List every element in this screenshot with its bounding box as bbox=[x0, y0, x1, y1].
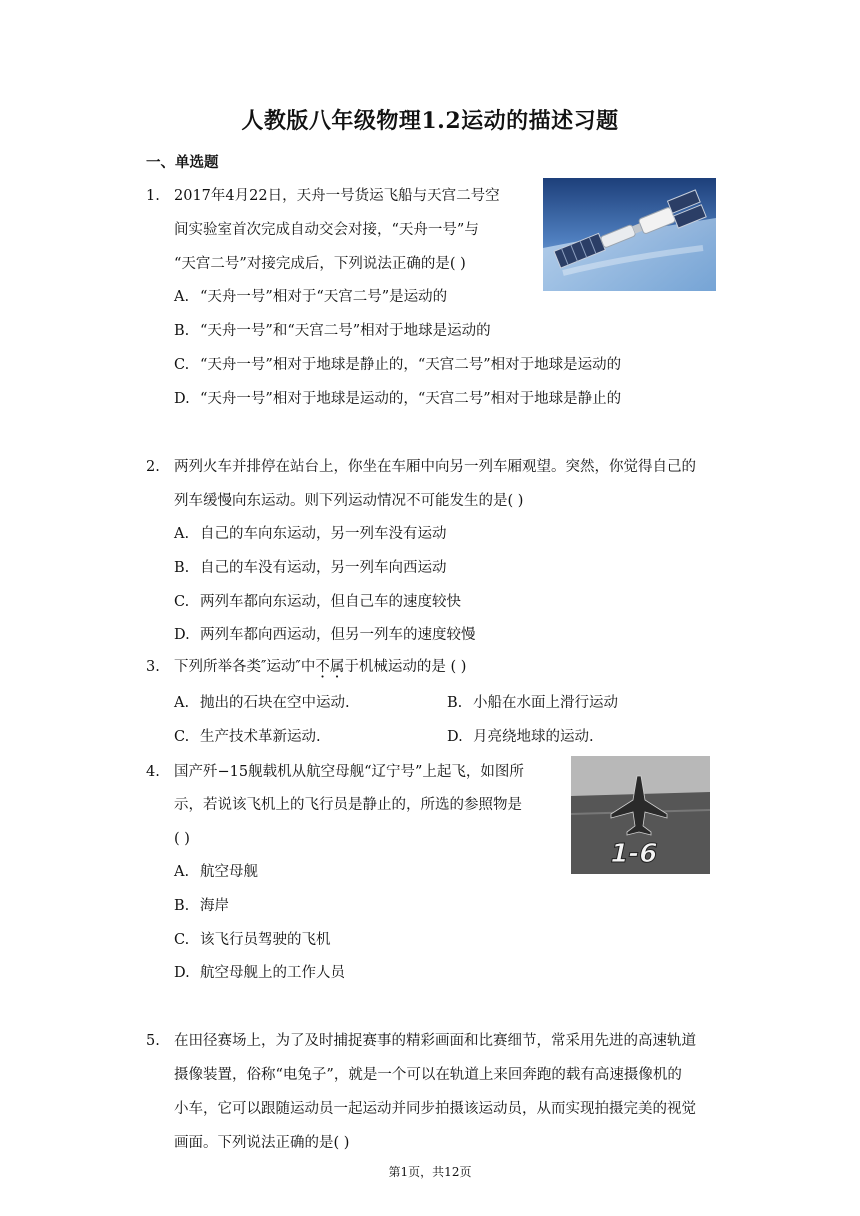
q2-option-c bbox=[174, 592, 461, 612]
q3-option-c bbox=[174, 727, 321, 747]
q3-emphasis: 属 bbox=[329, 659, 345, 675]
option-letter: D. bbox=[174, 627, 190, 643]
carrier-jet-image bbox=[571, 756, 710, 874]
option-text: “天舟一号”和“天宫二号”相对于地球是运动的 bbox=[200, 323, 491, 339]
q2-stem-line: 两列火车并排停在站台上，你坐在车厢中向另一列车厢观望。突然，你觉得自己的 bbox=[174, 459, 696, 475]
q1-option-a bbox=[174, 287, 447, 307]
option-text: “天舟一号”相对于地球是静止的，“天宫二号”相对于地球是运动的 bbox=[200, 357, 622, 373]
option-letter: D. bbox=[174, 391, 190, 407]
q4-stem-line: 国产歼−15舰载机从航空母舰“辽宁号”上起飞，如图所 bbox=[174, 764, 524, 780]
q5-stem-line: 摄像装置，俗称“电兔子”，就是一个可以在轨道上来回奔跑的载有高速摄像机的 bbox=[174, 1067, 682, 1083]
option-letter: A. bbox=[174, 864, 190, 880]
page-footer: 第1页，共12页 bbox=[388, 1165, 472, 1179]
q1-option-d bbox=[174, 389, 621, 409]
q3-option-d bbox=[447, 727, 594, 747]
q4-option-d bbox=[174, 963, 345, 983]
option-letter: C. bbox=[174, 932, 190, 948]
q3-stem-pre: 下列所举各类″运动″中 bbox=[174, 659, 316, 675]
option-text: 该飞行员驾驶的飞机 bbox=[200, 932, 331, 948]
spacecraft-docking-image bbox=[543, 178, 716, 291]
q2-stem-line: 列车缓慢向东运动。则下列运动情况不可能发生的是( ) bbox=[174, 493, 524, 509]
option-text: 两列车都向东运动，但自己车的速度较快 bbox=[200, 594, 461, 610]
option-letter: B. bbox=[174, 323, 190, 339]
option-text: 两列车都向西运动，但另一列车的速度较慢 bbox=[200, 627, 476, 643]
q4-option-b bbox=[174, 896, 229, 916]
option-text: 抛出的石块在空中运动. bbox=[200, 695, 350, 711]
option-text: 小船在水面上滑行运动 bbox=[473, 695, 618, 711]
option-text: 生产技术革新运动. bbox=[200, 729, 321, 745]
q1-option-b bbox=[174, 321, 491, 341]
option-letter: C. bbox=[174, 594, 190, 610]
option-letter: D. bbox=[174, 965, 190, 981]
option-letter: C. bbox=[174, 729, 190, 745]
option-text: “天舟一号”相对于地球是运动的，“天宫二号”相对于地球是静止的 bbox=[200, 391, 622, 407]
q5-stem-line: 小车，它可以跟随运动员一起运动并同步拍摄该运动员，从而实现拍摄完美的视觉 bbox=[174, 1101, 696, 1117]
option-text: 海岸 bbox=[200, 898, 229, 914]
q4-stem-line: ( ) bbox=[174, 831, 190, 847]
q2-option-b bbox=[174, 558, 447, 578]
q5-stem-line: 画面。下列说法正确的是( ) bbox=[174, 1135, 350, 1151]
option-text: 自己的车没有运动，另一列车向西运动 bbox=[200, 560, 447, 576]
q1-number: 1. bbox=[146, 188, 160, 204]
q1-stem-line: 2017年4月22日，天舟一号货运飞船与天宫二号空 bbox=[174, 188, 500, 204]
q3-stem bbox=[174, 657, 466, 677]
option-text: 自己的车向东运动，另一列车没有运动 bbox=[200, 526, 447, 542]
deck-number-label: 1-6 bbox=[606, 839, 661, 869]
q3-stem-post: 于机械运动的是 ( ) bbox=[344, 659, 467, 675]
q1-stem-line: 间实验室首次完成自动交会对接，“天舟一号”与 bbox=[174, 222, 479, 238]
section-heading: 一、单选题 bbox=[146, 154, 219, 171]
option-text: 航空母舰 bbox=[200, 864, 258, 880]
q5-number: 5. bbox=[146, 1033, 160, 1049]
q4-stem-line: 示，若说该飞机上的飞行员是静止的，所选的参照物是 bbox=[174, 797, 522, 813]
option-letter: A. bbox=[174, 526, 190, 542]
option-letter: A. bbox=[174, 289, 190, 305]
q4-number: 4. bbox=[146, 764, 160, 780]
q4-option-c bbox=[174, 930, 331, 950]
q1-option-c bbox=[174, 355, 621, 375]
q3-option-b bbox=[447, 693, 618, 713]
q3-number: 3. bbox=[146, 659, 160, 675]
q4-option-a bbox=[174, 862, 258, 882]
option-text: “天舟一号”相对于“天宫二号”是运动的 bbox=[200, 289, 448, 305]
q2-option-a bbox=[174, 524, 447, 544]
q3-option-a bbox=[174, 693, 350, 713]
q2-number: 2. bbox=[146, 459, 160, 475]
option-text: 月亮绕地球的运动. bbox=[473, 729, 594, 745]
option-letter: C. bbox=[174, 357, 190, 373]
q2-option-d bbox=[174, 625, 476, 645]
option-letter: B. bbox=[447, 695, 463, 711]
q3-emphasis: 不 bbox=[315, 659, 330, 675]
option-letter: D. bbox=[447, 729, 463, 745]
q5-stem-line: 在田径赛场上，为了及时捕捉赛事的精彩画面和比赛细节，常采用先进的高速轨道 bbox=[174, 1033, 696, 1049]
option-letter: B. bbox=[174, 898, 190, 914]
option-letter: A. bbox=[174, 695, 190, 711]
page-title: 人教版八年级物理1.2运动的描述习题 bbox=[241, 108, 619, 134]
q1-stem-line: “天宫二号”对接完成后，下列说法正确的是( ) bbox=[174, 256, 466, 272]
option-text: 航空母舰上的工作人员 bbox=[200, 965, 345, 981]
option-letter: B. bbox=[174, 560, 190, 576]
